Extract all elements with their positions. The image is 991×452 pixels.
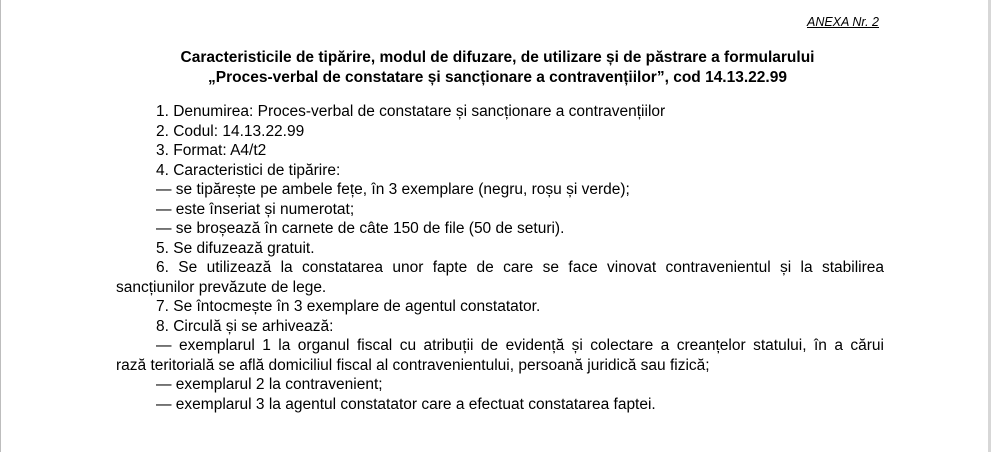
item-caracteristici: 4. Caracteristici de tipărire: <box>156 161 341 179</box>
item-utilizare-line-2: sancțiunilor prevăzute de lege. <box>116 278 327 296</box>
item-caracteristici-inseriat: — este înseriat și numerotat; <box>156 200 355 218</box>
annex-label: ANEXA Nr. 2 <box>806 15 879 29</box>
item-utilizare-line-1: 6. Se utilizează la constatarea unor fapte de care se face vinovat contravenientul și la stabilirea <box>156 259 884 276</box>
item-denumirea: 1. Denumirea: Proces-verbal de constatare și sancționare a contravențiilor <box>156 103 666 120</box>
item-caracteristici-fete: — se tipărește pe ambele fețe, în 3 exemplare (negru, roșu și verde); <box>156 181 630 198</box>
item-exemplar-3: — exemplarul 3 la agentul constatator care a efectuat constatarea faptei. <box>156 395 656 413</box>
title-line-2: „Proces-verbal de constatare și sancționare a contravențiilor”, cod 14.13.22.99 <box>208 69 787 86</box>
item-exemplar-1-line-2: rază teritorială se află domiciliul fiscal al contravenientului, persoană juridică sau fizică; <box>116 356 710 374</box>
item-difuzare: 5. Se difuzează gratuit. <box>156 239 315 257</box>
document-title <box>100 48 895 88</box>
item-circula: 8. Circulă și se arhivează: <box>156 317 334 335</box>
page-edge-left <box>0 0 1 452</box>
title-line-1: Caracteristicile de tipărire, modul de difuzare, de utilizare și de păstrare a formularului <box>180 49 815 66</box>
item-exemplar-1-line-1: — exemplarul 1 la organul fiscal cu atribuții de evidență și colectare a creanțelor statului, în a cărui <box>156 337 884 354</box>
item-exemplar-2: — exemplarul 2 la contravenient; <box>156 376 383 393</box>
item-format: 3. Format: A4/t2 <box>156 142 267 159</box>
item-intocmire: 7. Se întocmește în 3 exemplare de agentul constatator. <box>156 298 541 315</box>
item-codul: 2. Codul: 14.13.22.99 <box>156 122 305 140</box>
document-body <box>116 102 884 414</box>
item-caracteristici-brosare: — se broșează în carnete de câte 150 de file (50 de seturi). <box>156 220 565 237</box>
